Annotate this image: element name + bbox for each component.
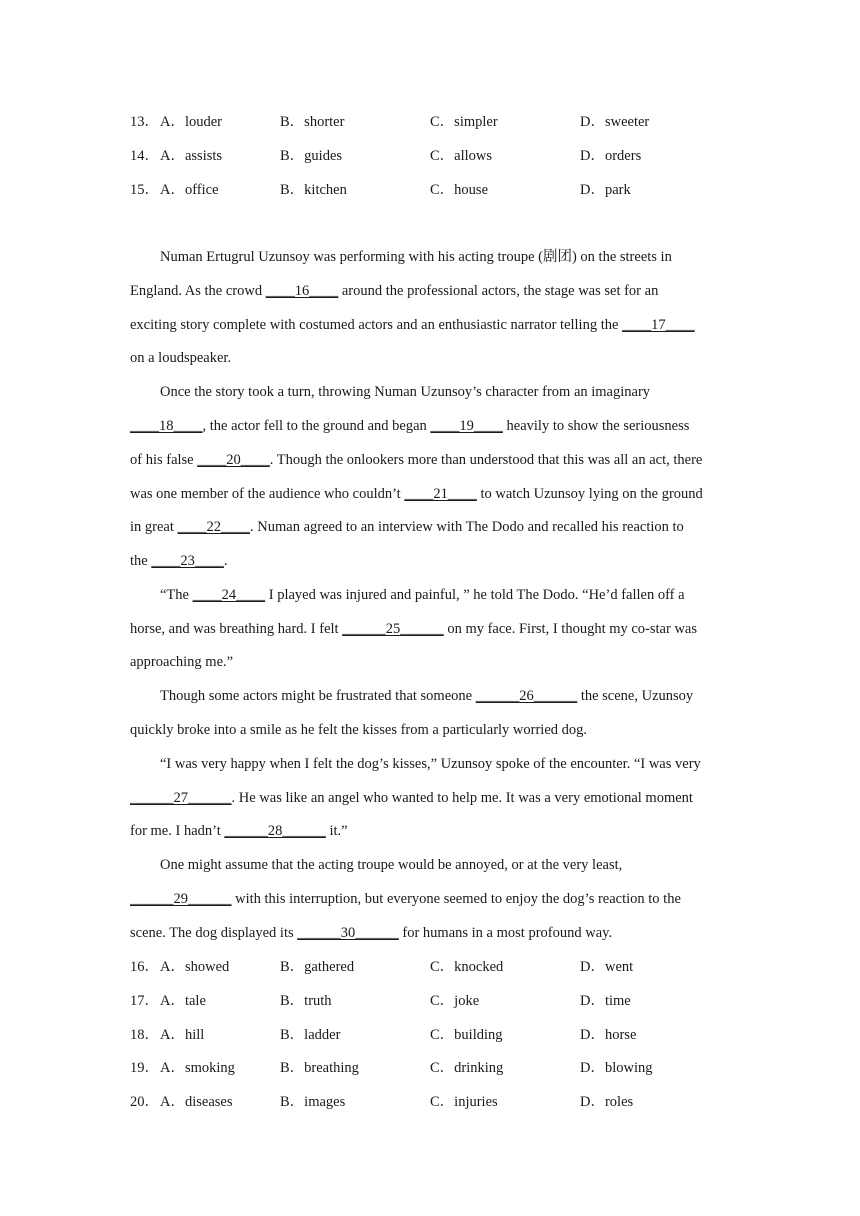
option-d: D．went [580, 959, 634, 975]
passage-line [130, 788, 693, 808]
text: I played was injured and painful, ” he told The Dodo. “He’d fallen off a [265, 587, 685, 603]
text: Once the story took a turn, throwing Numan Uzunsoy’s character from an imaginary [160, 384, 651, 400]
passage-line [130, 450, 702, 470]
text: . Though the onlookers more than understood that this was all an act, there [269, 452, 703, 468]
blank-30: ______30______ [297, 925, 399, 941]
option-b: B．guides [280, 148, 343, 164]
option-c: C．allows [430, 148, 493, 164]
question-number: 14． [130, 148, 159, 164]
blank-26: ______26______ [475, 688, 578, 704]
text: . He was like an angel who wanted to help me. It was a very emotional moment [231, 790, 693, 806]
blank-24: ____24____ [192, 587, 266, 603]
text: One might assume that the acting troupe would be annoyed, or at the very least, [160, 857, 623, 873]
option-a: A．office [160, 182, 219, 198]
blank-21: ____21____ [404, 486, 477, 502]
question-number: 18． [130, 1027, 159, 1043]
question-number: 20． [130, 1094, 159, 1110]
text: , the actor fell to the ground and began [202, 418, 431, 434]
option-a: A．showed [160, 959, 230, 975]
passage-line [160, 585, 685, 605]
option-c: C．building [430, 1027, 503, 1043]
blank-20: ____20____ [197, 452, 270, 468]
option-d: D．time [580, 993, 631, 1009]
option-d: D．blowing [580, 1060, 653, 1076]
blank-16: ____16____ [265, 283, 339, 299]
text: of his false [130, 452, 198, 468]
option-b: B．gathered [280, 959, 355, 975]
passage-line [130, 619, 697, 639]
passage-line [130, 348, 231, 368]
option-d: D．roles [580, 1094, 634, 1110]
passage-line [130, 517, 684, 537]
option-b: B．breathing [280, 1060, 359, 1076]
question-number: 16． [130, 959, 159, 975]
text: around the professional actors, the stage was set for an [338, 283, 659, 299]
passage-line [130, 821, 348, 841]
passage-line [160, 754, 701, 774]
passage-line [130, 416, 689, 436]
option-b: B．kitchen [280, 182, 347, 198]
text: the scene, Uzunsoy [577, 688, 694, 704]
blank-17: ____17____ [622, 317, 695, 333]
text: with this interruption, but everyone seemed to enjoy the dog’s reaction to the [231, 891, 681, 907]
option-c: C．injuries [430, 1094, 498, 1110]
text: “I was very happy when I felt the dog’s kisses,” Uzunsoy spoke of the encounter. “I was very [160, 756, 701, 772]
text: exciting story complete with costumed actors and an enthusiastic narrator telling the [130, 317, 623, 333]
passage-line [130, 652, 233, 672]
text: the [130, 553, 152, 569]
passage-line [130, 281, 658, 301]
option-a: A．tale [160, 993, 206, 1009]
blank-28: ______28______ [224, 823, 326, 839]
blank-27: ______27______ [130, 790, 232, 806]
passage-line [160, 382, 650, 402]
question-number: 19． [130, 1060, 159, 1076]
blank-18: ____18____ [130, 418, 203, 434]
blank-22: ____22____ [177, 519, 251, 535]
passage-line [130, 551, 227, 571]
text: was one member of the audience who couldn’t [130, 486, 405, 502]
passage-line [160, 247, 672, 267]
text: it.” [325, 823, 348, 839]
option-b: B．images [280, 1094, 346, 1110]
text: “The [160, 587, 193, 603]
blank-19: ____19____ [430, 418, 503, 434]
passage-line [160, 855, 622, 875]
passage-line [130, 923, 612, 943]
passage-line [130, 720, 587, 740]
option-c: C．drinking [430, 1060, 504, 1076]
option-d: D．orders [580, 148, 642, 164]
text: for me. I hadn’t [130, 823, 225, 839]
option-b: B．ladder [280, 1027, 341, 1043]
text: . Numan agreed to an interview with The Dodo and recalled his reaction to [250, 519, 684, 535]
text: horse, and was breathing hard. I felt [130, 621, 343, 637]
option-c: C．knocked [430, 959, 504, 975]
blank-25: ______25______ [342, 621, 444, 637]
blank-29: ______29______ [130, 891, 232, 907]
option-a: A．smoking [160, 1060, 235, 1076]
text: heavily to show the seriousness [502, 418, 690, 434]
passage-line [160, 686, 693, 706]
text: on my face. First, I thought my co-star was [443, 621, 697, 637]
option-d: D．park [580, 182, 631, 198]
question-number: 13． [130, 114, 159, 130]
option-d: D．horse [580, 1027, 637, 1043]
option-a: A．hill [160, 1027, 205, 1043]
text: Though some actors might be frustrated that someone [160, 688, 476, 704]
passage-line [130, 889, 681, 909]
option-a: A．assists [160, 148, 223, 164]
blank-23: ____23____ [151, 553, 224, 569]
text: approaching me.” [130, 654, 234, 670]
option-b: B．truth [280, 993, 332, 1009]
passage-line [130, 315, 695, 335]
option-c: C．joke [430, 993, 480, 1009]
text: for humans in a most profound way. [398, 925, 613, 941]
option-d: D．sweeter [580, 114, 650, 130]
text: to watch Uzunsoy lying on the ground [476, 486, 703, 502]
option-a: A．louder [160, 114, 223, 130]
text: quickly broke into a smile as he felt the kisses from a particularly worried dog. [130, 722, 588, 738]
text: . [223, 553, 228, 569]
option-b: B．shorter [280, 114, 345, 130]
option-c: C．simpler [430, 114, 498, 130]
text: on a loudspeaker. [130, 350, 232, 366]
option-c: C．house [430, 182, 488, 198]
text: in great [130, 519, 178, 535]
text: scene. The dog displayed its [130, 925, 298, 941]
text: Numan Ertugrul Uzunsoy was performing with his acting troupe (剧团) on the streets in [160, 249, 672, 265]
passage-line [130, 484, 703, 504]
option-a: A．diseases [160, 1094, 233, 1110]
question-number: 17． [130, 993, 159, 1009]
text: England. As the crowd [130, 283, 266, 299]
question-number: 15． [130, 182, 159, 198]
